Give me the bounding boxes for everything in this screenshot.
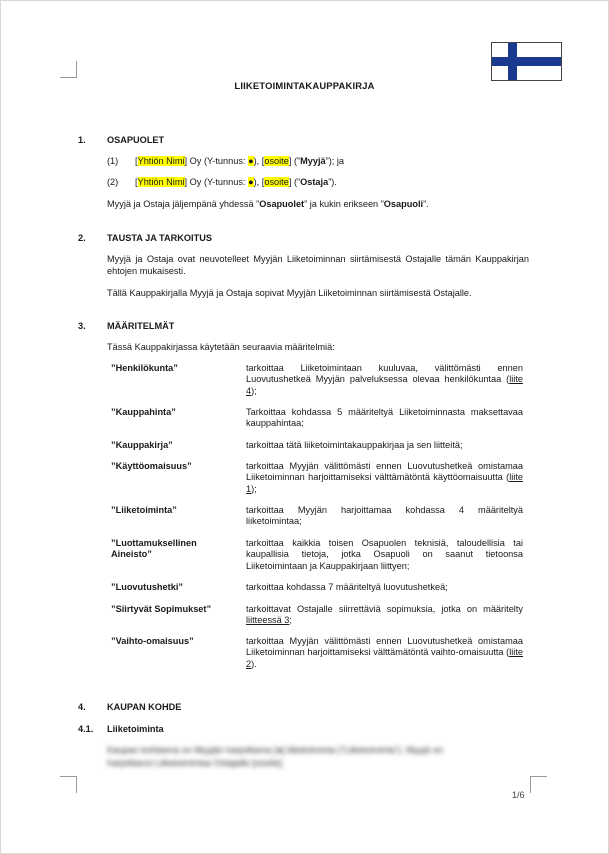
definition-text: tarkoittaa tätä liiketoimintakauppakirjaa ja sen liitteitä; — [246, 440, 463, 450]
blurred-text-line-1: Kaupan kohteena on Myyjän harjoittama [●] liiketoiminta (”Liiketoiminta”). Myyjä on — [107, 745, 443, 755]
section-1-number: 1. — [78, 135, 86, 145]
party-2-business-id: ● — [248, 177, 254, 187]
parties-summary: Myyjä ja Ostaja jäljempänä yhdessä ”Osapuolet” ja kukin erikseen ”Osapuoli”. — [107, 199, 429, 209]
definition-term: ”Henkilökunta” — [111, 363, 178, 373]
party-2-address: osoite — [264, 177, 289, 187]
section-4-number: 4. — [78, 702, 86, 712]
party-2-company: Yhtiön Nimi — [137, 177, 185, 187]
definitions-intro: Tässä Kauppakirjassa käytetään seuraavia määritelmiä: — [107, 342, 335, 352]
crop-mark-top-left — [60, 61, 77, 78]
appendix-link[interactable]: liite 1 — [246, 472, 523, 494]
document-title: LIIKETOIMINTAKAUPPAKIRJA — [234, 80, 375, 91]
section-2-number: 2. — [78, 233, 86, 243]
appendix-link[interactable]: liitteessä 3 — [246, 615, 290, 626]
party-1-business-id: ● — [248, 156, 254, 166]
definition-text: tarkoittaa Myyjän välittömästi ennen Luovutushetkeä omistamaa Liiketoiminnan harjoittamiseksi välttämätöntä vaihto-omaisuutta (liite 2). — [246, 636, 523, 669]
party-1-role: Myyjä — [300, 156, 326, 166]
definition-term: ”Kauppahinta” — [111, 407, 176, 417]
definition-text: tarkoittaa Myyjän harjoittamaa kohdassa 4 määriteltyä liiketoimintaa; — [246, 505, 523, 527]
party-1-address: osoite — [264, 156, 289, 166]
section-2-title: TAUSTA JA TARKOITUS — [107, 233, 212, 243]
appendix-link[interactable]: liite 2 — [246, 647, 523, 669]
definition-text: tarkoittaa kaikkia toisen Osapuolen teknisiä, taloudellisia tai kaupallisia tietoja, jotka Osapuoli on saanut tietoonsa Liiketoimintaan ja Kauppakirjaan liittyen; — [246, 538, 523, 571]
definition-term: ”Luovutushetki” — [111, 582, 183, 592]
appendix-link[interactable]: liite 4 — [246, 374, 523, 396]
crop-mark-bottom-left — [60, 776, 77, 793]
section-1-title: OSAPUOLET — [107, 135, 165, 145]
party-2-line: [Yhtiön Nimi] Oy (Y-tunnus: ●), [osoite] (”Ostaja”). — [135, 177, 337, 187]
background-paragraph-1: Myyjä ja Ostaja ovat neuvotelleet Myyjän Liiketoiminnan siirtämisestä Ostajalle tämän Kauppakirjan ehtojen mukaisesti. — [107, 254, 529, 276]
definition-term: ”Kauppakirja” — [111, 440, 173, 450]
definition-term: ”Liiketoiminta” — [111, 505, 177, 515]
crop-mark-bottom-right — [530, 776, 547, 793]
definition-text: tarkoittavat Ostajalle siirrettäviä sopimuksia, jotka on määritelty liitteessä 3; — [246, 604, 523, 626]
definition-term: ”Käyttöomaisuus” — [111, 461, 192, 471]
section-3-title: MÄÄRITELMÄT — [107, 321, 175, 331]
definition-text: Tarkoittaa kohdassa 5 määriteltyä Liiketoiminnasta maksettavaa kauppahintaa; — [246, 407, 523, 429]
definition-text: tarkoittaa Myyjän välittömästi ennen Luovutushetkeä omistamaa Liiketoiminnan harjoittamiseksi välttämätöntä käyttöomaisuutta (liite 1); — [246, 461, 523, 494]
definition-term: ”Siirtyvät Sopimukset” — [111, 604, 212, 614]
page-number: 1/6 — [512, 790, 525, 800]
section-3-number: 3. — [78, 321, 86, 331]
background-paragraph-2: Tällä Kauppakirjalla Myyjä ja Ostaja sopivat Myyjän Liiketoiminnan siirtämisestä Ostajalle. — [107, 288, 472, 298]
party-1-line: [Yhtiön Nimi] Oy (Y-tunnus: ●), [osoite] (”Myyjä”); ja — [135, 156, 345, 166]
section-4-1-number: 4.1. — [78, 724, 94, 734]
blurred-text-line-2: harjoittanut Liiketoimintaa Ostajalle [osoite]. — [107, 758, 285, 768]
party-1-number: (1) — [107, 156, 119, 166]
definition-term: ”Luottamuksellinen Aineisto” — [111, 538, 197, 560]
party-2-role: Ostaja — [300, 177, 329, 187]
definition-text: tarkoittaa Liiketoimintaan kuuluvaa, välittömästi ennen Luovutushetkeä Myyjän palveluksessa olevaa henkilökuntaa (liite 4); — [246, 363, 523, 396]
party-2-number: (2) — [107, 177, 119, 187]
party-1-company: Yhtiön Nimi — [137, 156, 185, 166]
section-4-title: KAUPAN KOHDE — [107, 702, 182, 712]
finnish-flag-icon — [491, 42, 562, 81]
section-4-1-title: Liiketoiminta — [107, 724, 164, 734]
definition-term: ”Vaihto-omaisuus” — [111, 636, 194, 646]
definition-text: tarkoittaa kohdassa 7 määriteltyä luovutushetkeä; — [246, 582, 448, 592]
